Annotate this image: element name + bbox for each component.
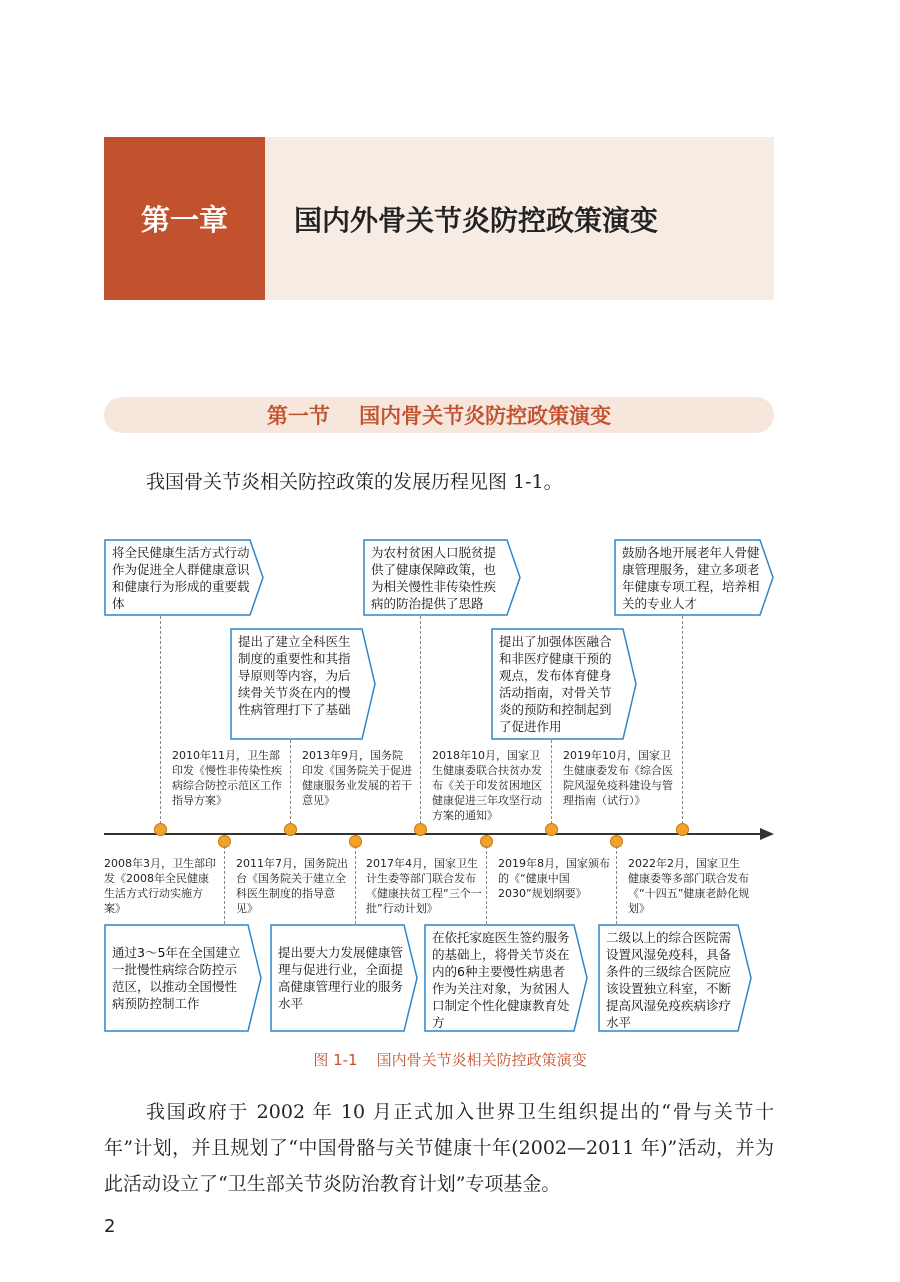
connector-line (290, 740, 291, 824)
event-note: 在依托家庭医生签约服务的基础上，将骨关节炎在内的6种主要慢性病患者作为关注对象，为贫困人口制定个性化健康教育处方 (432, 930, 570, 1030)
event-date: 2010年11月，卫生部印发《慢性非传染性疾病综合防控示范区工作指导方案》 (172, 749, 282, 807)
timeline-axis (104, 833, 762, 835)
event-note: 为农村贫困人口脱贫提供了健康保障政策，也为相关慢性非传染性疾病的防治提供了思路 (371, 545, 497, 611)
event-note-box (104, 539, 264, 616)
event-note: 二级以上的综合医院需设置风湿免疫科，具备条件的三级综合医院应该设置独立科室，不断提高风湿免疫疾病诊疗水平 (606, 930, 732, 1030)
event-note-box (270, 924, 418, 1032)
timeline-dot (545, 823, 558, 836)
chapter-number: 第一章 (104, 137, 265, 300)
event-note: 鼓励各地开展老年人骨健康管理服务，建立多项老年健康专项工程，培养相关的专业人才 (622, 545, 760, 611)
chapter-title: 国内外骨关节炎防控政策演变 (294, 203, 659, 237)
connector-line (682, 616, 683, 824)
event-date: 2019年8月，国家颁布的《“健康中国2030”规划纲要》 (498, 857, 610, 900)
event-date: 2019年10月，国家卫生健康委发布《综合医院风湿免疫科建设与管理指南（试行）》 (563, 749, 673, 807)
event-note: 提出了建立全科医生制度的重要性和其指导原则等内容，为后续骨关节炎在内的慢性病管理打下了基础 (238, 634, 351, 717)
event-note-box (363, 539, 521, 616)
timeline-arrow-icon (760, 828, 774, 840)
timeline-dot (284, 823, 297, 836)
section-title: 第一节 国内骨关节炎防控政策演变 (104, 397, 774, 433)
timeline-dot (676, 823, 689, 836)
event-date: 2022年2月，国家卫生健康委等多部门联合发布《“十四五”健康老龄化规划》 (628, 857, 750, 915)
chapter-header (104, 137, 774, 300)
body-paragraph: 我国政府于 2002 年 10 月正式加入世界卫生组织提出的“骨与关节十年”计划，并且规划了“中国骨骼与关节健康十年(2002—2011 年)”活动，并为此活动设立了“卫生部关节炎防治教育计划”专项基金。 (104, 1101, 774, 1195)
event-note: 将全民健康生活方式行动作为促进全人群健康意识和健康行为形成的重要载体 (112, 545, 250, 611)
timeline-dot (154, 823, 167, 836)
connector-line (420, 616, 421, 824)
event-note-box (614, 539, 774, 616)
timeline-dot (414, 823, 427, 836)
event-note: 提出要大力发展健康管理与促进行业，全面提高健康管理行业的服务水平 (278, 945, 404, 1011)
event-note-box (424, 924, 588, 1032)
event-note-box (230, 628, 376, 740)
connector-line (355, 846, 356, 924)
event-date: 2011年7月，国务院出台《国务院关于建立全科医生制度的指导意见》 (236, 857, 348, 915)
figure-caption: 图 1-1 国内骨关节炎相关防控政策演变 (313, 1051, 587, 1069)
connector-line (616, 846, 617, 924)
event-date: 2018年10月，国家卫生健康委联合扶贫办发布《关于印发贫困地区健康促进三年攻坚行动方案的通知》 (432, 749, 542, 822)
event-note-box (104, 924, 262, 1032)
event-note: 提出了加强体医融合和非医疗健康干预的观点，发布体育健身活动指南，对骨关节炎的预防和控制起到了促进作用 (499, 634, 612, 734)
page-number: 2 (104, 1216, 116, 1237)
event-note: 通过3～5年在全国建立一批慢性病综合防控示范区，以推动全国慢性病预防控制工作 (112, 945, 241, 1011)
event-note-box (491, 628, 637, 740)
event-date: 2017年4月，国家卫生计生委等部门联合发布《健康扶贫工程“三个一批”行动计划》 (366, 857, 482, 915)
event-date: 2008年3月，卫生部印发《2008年全民健康生活方式行动实施方案》 (104, 857, 216, 915)
intro-paragraph: 我国骨关节炎相关防控政策的发展历程见图 1-1。 (146, 471, 563, 493)
connector-line (551, 740, 552, 824)
connector-line (160, 616, 161, 824)
connector-line (486, 846, 487, 924)
event-note-box (598, 924, 752, 1032)
connector-line (224, 846, 225, 924)
event-date: 2013年9月，国务院印发《国务院关于促进健康服务业发展的若干意见》 (302, 749, 412, 807)
